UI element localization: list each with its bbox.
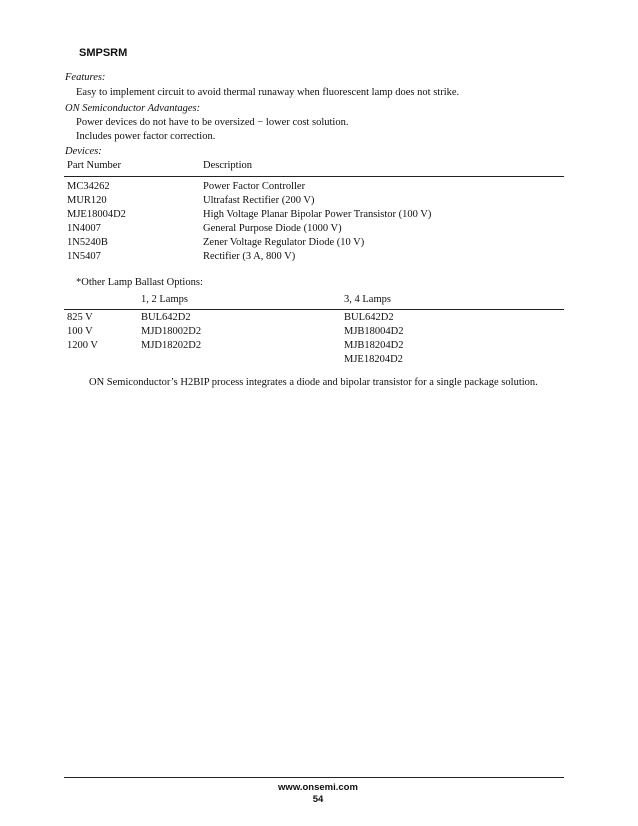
features-heading: Features:: [65, 72, 106, 83]
ballast-col-1-2-lamps: 1, 2 Lamps: [141, 294, 188, 305]
advantages-item: Includes power factor correction.: [76, 131, 216, 142]
ballast-col-3-4-lamps: 3, 4 Lamps: [344, 294, 391, 305]
footer-rule: [64, 777, 564, 778]
ballast-part-3-4: BUL642D2: [344, 312, 394, 323]
ballast-voltage: 100 V: [67, 326, 93, 337]
process-note: ON Semiconductor’s H2BIP process integrates a diode and bipolar transistor for a single package solution.: [89, 377, 538, 388]
page-header-title: SMPSRM: [79, 47, 128, 59]
ballast-part-3-4: MJB18204D2: [344, 340, 404, 351]
table-cell-desc: General Purpose Diode (1000 V): [203, 223, 342, 234]
table-cell-part: 1N5240B: [67, 237, 108, 248]
table-cell-part: MC34262: [67, 181, 110, 192]
table-cell-part: 1N5407: [67, 251, 101, 262]
features-item: Easy to implement circuit to avoid thermal runaway when fluorescent lamp does not strike.: [76, 87, 460, 98]
ballast-voltage: 825 V: [67, 312, 93, 323]
ballast-part-1-2: BUL642D2: [141, 312, 191, 323]
advantages-heading: ON Semiconductor Advantages:: [65, 103, 201, 114]
table-cell-desc: Power Factor Controller: [203, 181, 306, 192]
table-cell-part: MJE18004D2: [67, 209, 126, 220]
table-cell-part: 1N4007: [67, 223, 101, 234]
table-cell-desc: Rectifier (3 A, 800 V): [203, 251, 296, 262]
devices-header-rule: [64, 176, 564, 177]
table-cell-desc: High Voltage Planar Bipolar Power Transistor (100 V): [203, 209, 432, 220]
ballast-header-rule: [64, 309, 564, 310]
devices-col-part-number: Part Number: [67, 160, 121, 171]
ballast-part-3-4: MJB18004D2: [344, 326, 404, 337]
footer-url: www.onsemi.com: [278, 782, 358, 793]
devices-heading: Devices:: [65, 146, 102, 157]
table-cell-desc: Ultrafast Rectifier (200 V): [203, 195, 315, 206]
footer-page-number: 54: [312, 794, 324, 805]
ballast-part-1-2: MJD18002D2: [141, 326, 202, 337]
table-cell-part: MUR120: [67, 195, 107, 206]
ballast-heading: *Other Lamp Ballast Options:: [76, 277, 203, 288]
ballast-voltage: 1200 V: [67, 340, 99, 351]
ballast-part-1-2: MJD18202D2: [141, 340, 202, 351]
ballast-part-3-4: MJE18204D2: [344, 354, 403, 365]
table-cell-desc: Zener Voltage Regulator Diode (10 V): [203, 237, 365, 248]
advantages-item: Power devices do not have to be oversized − lower cost solution.: [76, 117, 349, 128]
devices-col-description: Description: [203, 160, 252, 171]
